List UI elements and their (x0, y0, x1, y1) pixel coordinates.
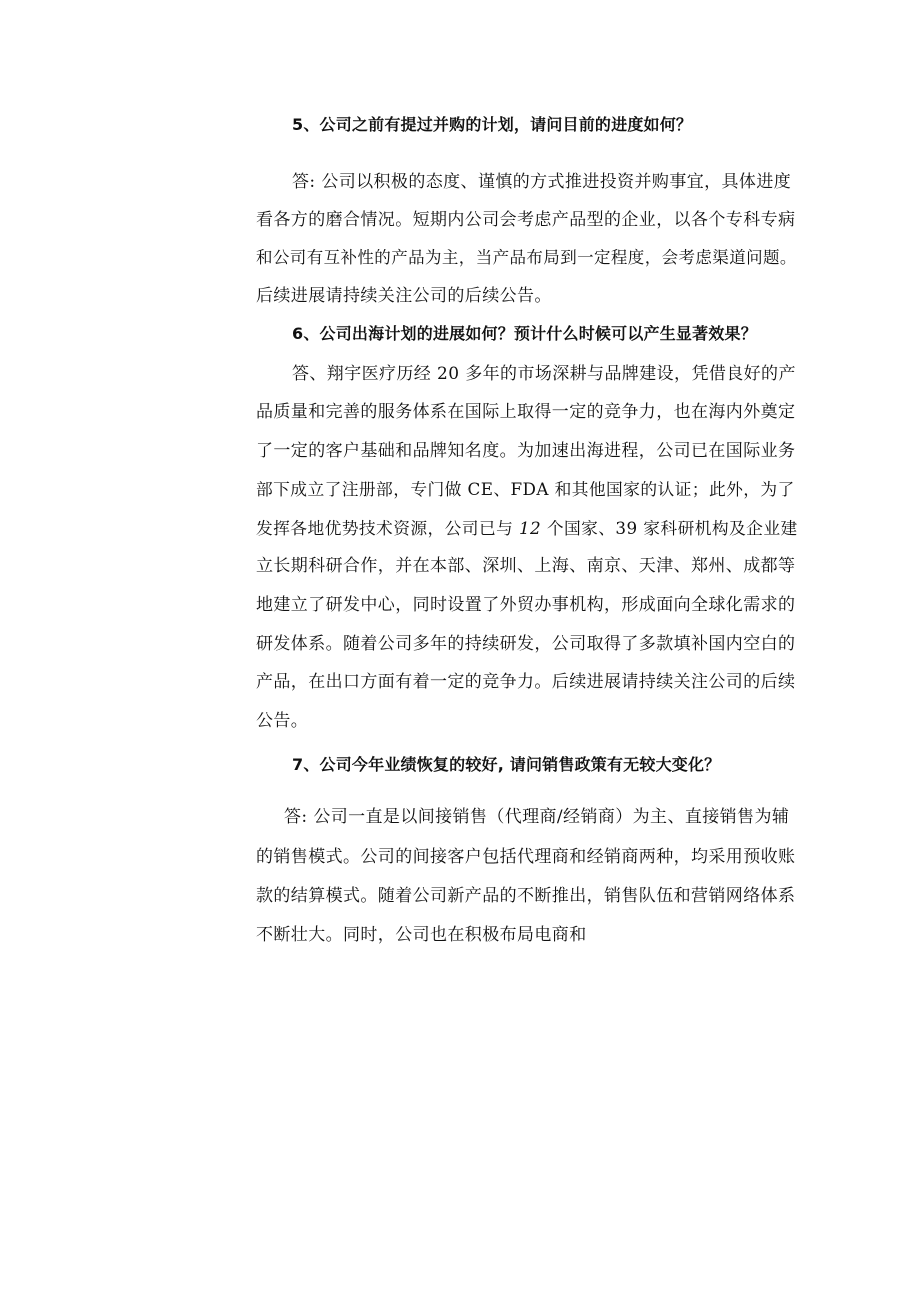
answer-6-line-1: 答、翔宇医疗历经 20 多年的市场深耕与品牌建设，凭借良好的产 (292, 364, 796, 384)
question-6-heading: 6、公司出海计划的进展如何？预计什么时候可以产生显著效果？ (292, 324, 757, 343)
question-5-heading: 5、公司之前有提过并购的计划，请问目前的进度如何？ (292, 115, 693, 134)
answer-5-line-4: 后续进展请持续关注公司的后续公告。 (256, 286, 552, 306)
answer-6-line-5 (256, 516, 798, 540)
answer-6-line-8: 研发体系。随着公司多年的持续研发，公司取得了多款填补国内空白的 (256, 634, 796, 654)
answer-6-line-2: 品质量和完善的服务体系在国际上取得一定的竞争力，也在海内外奠定 (256, 402, 796, 422)
answer-6-line-7: 地建立了研发中心，同时设置了外贸办事机构，形成面向全球化需求的 (256, 595, 796, 615)
answer-5-line-3: 和公司有互补性的产品为主，当产品布局到一定程度，会考虑渠道问题。 (256, 248, 797, 267)
answer-6-line-3: 了一定的客户基础和品牌知名度。为加速出海进程，公司已在国际业务 (256, 441, 796, 461)
answer-6-line-6: 立长期科研合作，并在本部、深圳、上海、南京、天津、郑州、成都等 (256, 556, 796, 576)
answer-5-line-2: 看各方的磨合情况。短期内公司会考虑产品型的企业，以各个专科专病 (256, 210, 796, 230)
answer-6-line-4: 部下成立了注册部，专门做 CE、FDA 和其他国家的认证；此外，为了 (256, 479, 795, 499)
answer-6-line-5-pre: 发挥各地优势技术资源，公司已与 (256, 518, 519, 538)
answer-5-line-1: 答: 公司以积极的态度、谨慎的方式推进投资并购事宜，具体进度 (292, 172, 792, 192)
question-7-heading: 7、公司今年业绩恢复的较好, 请问销售政策有无较大变化？ (292, 755, 721, 774)
answer-7-line-4: 不断壮大。同时，公司也在积极布局电商和 (256, 925, 587, 945)
answer-6-line-9: 产品，在出口方面有着一定的竞争力。后续进展请持续关注公司的后续 (256, 672, 796, 692)
answer-6-line-10: 公告。 (256, 711, 309, 731)
answer-7-line-3: 款的结算模式。随着公司新产品的不断推出，销售队伍和营销网络体系 (256, 886, 796, 906)
answer-6-line-5-post: 个国家、39 家科研机构及企业建 (541, 518, 798, 538)
answer-7-line-2: 的销售模式。公司的间接客户包括代理商和经销商两种，均采用预收账 (256, 847, 796, 867)
answer-6-country-count: 12 (518, 518, 542, 538)
answer-7-line-1: 答: 公司一直是以间接销售（代理商/经销商）为主、直接销售为辅 (284, 807, 790, 827)
